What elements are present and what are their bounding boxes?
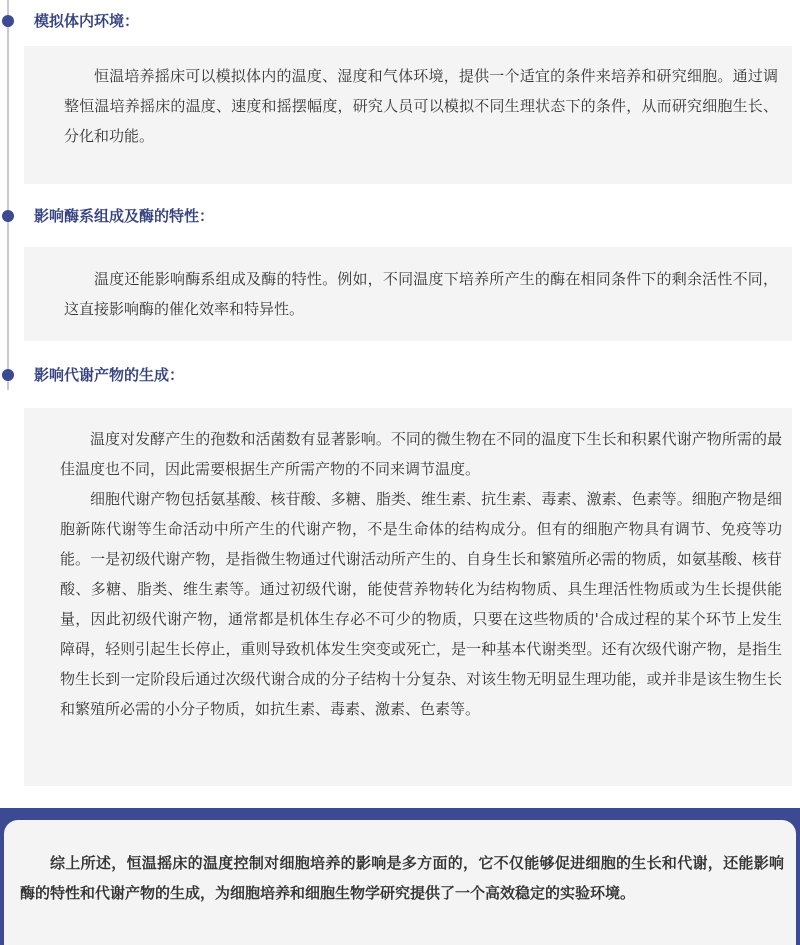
section-paragraph: 温度还能影响酶系组成及酶的特性。例如，不同温度下培养所产生的酶在相同条件下的剩余活性不同，这直接影响酶的催化效率和特异性。 xyxy=(64,270,778,318)
section-bullet-icon xyxy=(2,369,14,381)
section-bullet-icon xyxy=(2,210,14,222)
section-panel xyxy=(24,247,792,341)
timeline-line xyxy=(7,0,9,390)
summary-text: 综上所述，恒温摇床的温度控制对细胞培养的影响是多方面的，它不仅能够促进细胞的生长和代谢，还能影响酶的特性和代谢产物的生成，为细胞培养和细胞生物学研究提供了一个高效稳定的实验环境。 xyxy=(20,854,784,902)
section-bullet-icon xyxy=(2,15,14,27)
section-paragraph: 温度对发酵产生的孢数和活菌数有显著影响。不同的微生物在不同的温度下生长和积累代谢产物所需的最佳温度也不同，因此需要根据生产所需产物的不同来调节温度。 xyxy=(60,430,782,478)
section-paragraph: 细胞代谢产物包括氨基酸、核苷酸、多糖、脂类、维生素、抗生素、毒素、激素、色素等。细胞产物是细胞新陈代谢等生命活动中所产生的代谢产物，不是生命体的结构成分。但有的细胞产物具有调节、免疫等功能。一是初级代谢产物，是指微生物通过代谢活动所产生的、自身生长和繁殖所必需的物质，如氨基酸、核苷酸、多糖、脂类、维生素等。通过初级代谢，能使营养物转化为结构物质、具生理活性物质或为生长提供能量，因此初级代谢产物，通常都是机体生存必不可少的物质，只要在这些物质的'合成过程的某个环节上发生障碍，轻则引起生长停止，重则导致机体发生突变或死亡，是一种基本代谢类型。还有次级代谢产物，是指生物生长到一定阶段后通过次级代谢合成的分子结构十分复杂、对该生物无明显生理功能，或并非是该生物生长和繁殖所必需的小分子物质，如抗生素、毒素、激素、色素等。 xyxy=(60,490,782,718)
section-panel xyxy=(24,46,792,184)
section-panel xyxy=(24,408,792,786)
section-paragraph: 恒温培养摇床可以模拟体内的温度、湿度和气体环境，提供一个适宜的条件来培养和研究细胞。通过调整恒温培养摇床的温度、速度和摇摆幅度，研究人员可以模拟不同生理状态下的条件，从而研究细胞生长、分化和功能。 xyxy=(64,67,778,145)
section-heading: 影响代谢产物的生成： xyxy=(34,366,185,384)
summary-card xyxy=(4,820,796,945)
section-heading: 模拟体内环境： xyxy=(34,12,140,30)
section-heading: 影响酶系组成及酶的特性： xyxy=(34,207,215,225)
